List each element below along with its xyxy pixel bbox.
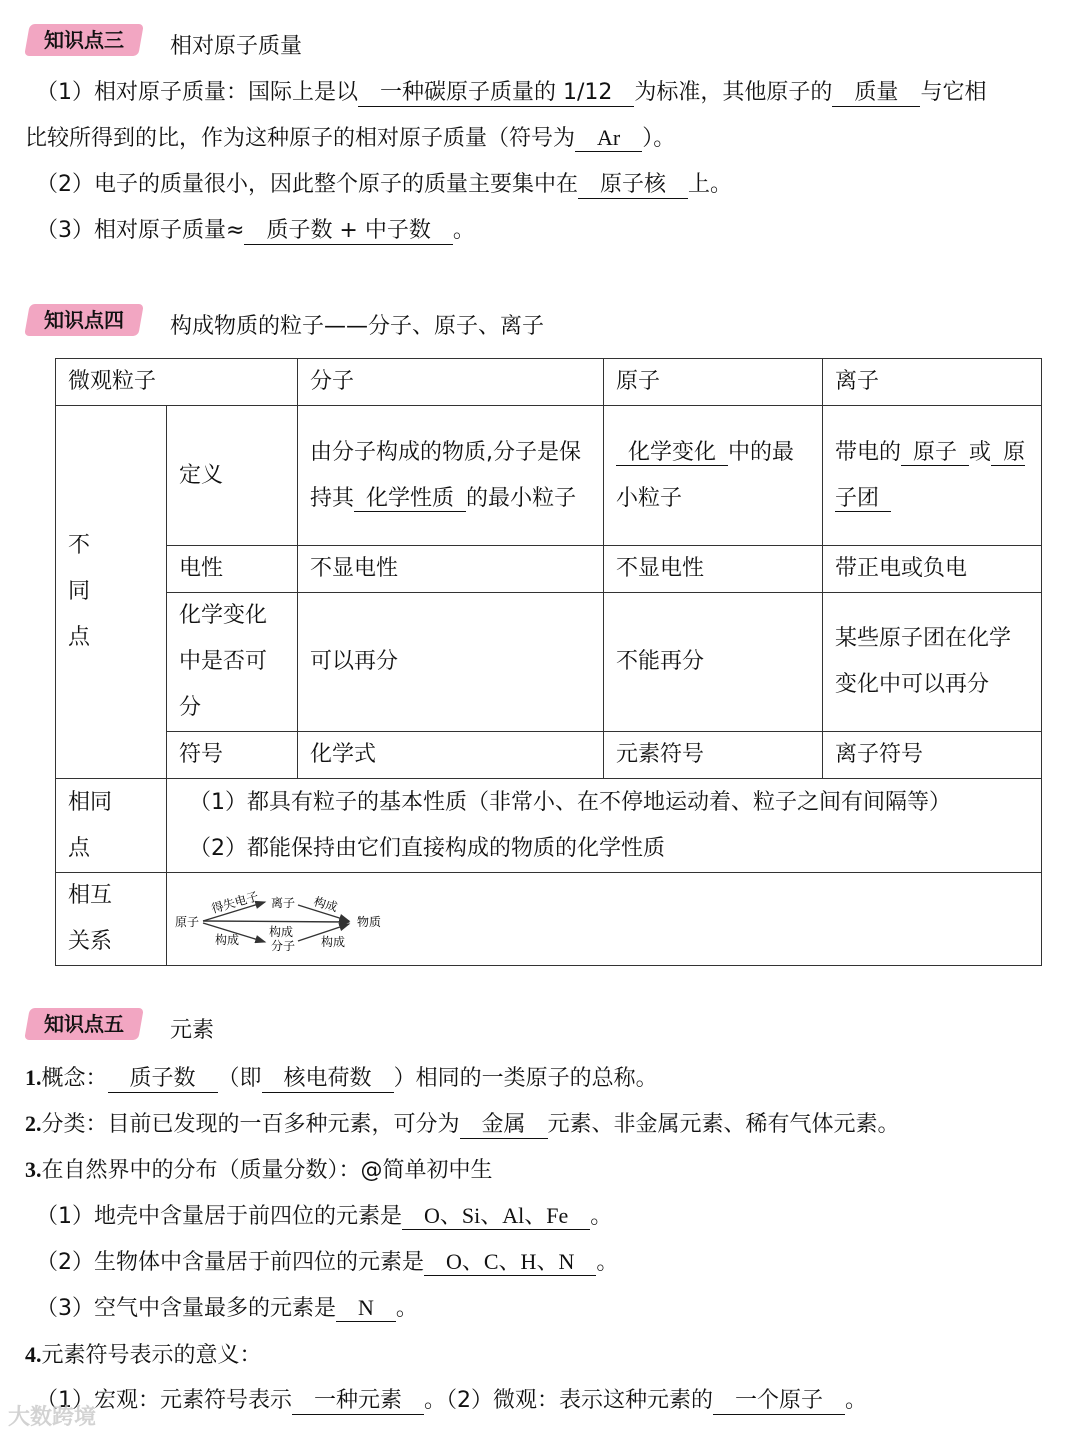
text: 元素符号 — [616, 742, 705, 767]
text: 比较所得到的比，作为这种原子的相对原子质量（符号为 — [25, 126, 576, 151]
relation-label: 相互关系 — [56, 873, 167, 966]
text-line — [36, 216, 475, 246]
text: 。（2）微观：表示这种元素的 — [424, 1388, 714, 1413]
text-line — [36, 1202, 612, 1232]
row-label: 符号 — [167, 732, 298, 779]
text: 中的 — [728, 439, 773, 465]
table-cell — [298, 546, 604, 593]
section-title: 元素 — [170, 1018, 215, 1043]
text: 带电的 — [835, 439, 902, 465]
diagram-ion: 离子 — [271, 896, 296, 910]
text: 化学式 — [310, 742, 377, 767]
answer-blank: O、Si、Al、Fe — [402, 1203, 590, 1230]
text: 元素符号表示的意义： — [41, 1343, 262, 1368]
text-line — [36, 1294, 418, 1324]
table-cell — [604, 406, 823, 546]
answer-blank: 原子 — [901, 440, 969, 466]
text: （1）相对原子质量：国际上是以 — [36, 80, 358, 105]
table-row — [56, 732, 1042, 779]
badge-label: 知识点三 — [44, 28, 124, 52]
text: （即 — [217, 1066, 262, 1091]
text: 上。 — [688, 172, 733, 197]
text: 。 — [596, 1250, 619, 1275]
header-cell: 离子 — [823, 359, 1042, 406]
particle-relation-diagram — [173, 879, 393, 959]
text: 不显电性 — [310, 556, 399, 581]
text-line — [36, 1248, 618, 1278]
badge-label: 知识点五 — [44, 1012, 124, 1036]
text: 为标准，其他原子的 — [634, 80, 833, 105]
diagram-compose: 构成 — [215, 933, 240, 947]
item-number: 3. — [25, 1157, 42, 1182]
table-cell — [823, 593, 1042, 732]
text: 分类：目前已发现的一百多种元素，可分为 — [41, 1112, 460, 1137]
arrow — [203, 921, 349, 922]
diagram-matter: 物质 — [357, 915, 382, 929]
table-row — [56, 546, 1042, 593]
text: （2）生物体中含量居于前四位的元素是 — [36, 1250, 424, 1275]
text: （1）地壳中含量居于前四位的元素是 — [36, 1204, 402, 1229]
header-cell: 分子 — [298, 359, 604, 406]
table-cell — [604, 593, 823, 732]
table-cell — [604, 546, 823, 593]
text: 元素、非金属元素、稀有气体元素。 — [547, 1112, 900, 1137]
item-number: 2. — [25, 1111, 42, 1136]
text: （2）电子的质量很小，因此整个原子的质量主要集中在 — [36, 172, 578, 197]
answer-blank: O、C、H、N — [424, 1249, 596, 1276]
same-item: （2）都能保持由它们直接构成的物质的化学性质 — [189, 835, 665, 861]
text-line — [36, 170, 732, 200]
text-line — [25, 124, 675, 154]
text: ）。 — [642, 126, 676, 151]
table-row — [56, 873, 1042, 966]
row-label: 化学变化中是否可分 — [167, 593, 298, 732]
answer-blank: N — [336, 1295, 396, 1322]
answer-blank: Ar — [575, 125, 642, 152]
row-label: 电性 — [167, 546, 298, 593]
table-cell — [823, 546, 1042, 593]
diagram-compose: 构成 — [312, 894, 340, 915]
table-row — [56, 359, 1042, 406]
table-cell — [604, 732, 823, 779]
table-cell — [298, 593, 604, 732]
answer-blank: 核电荷数 — [262, 1066, 394, 1093]
answer-blank: 一个原子 — [713, 1388, 845, 1415]
section-title: 构成物质的粒子——分子、原子、离子 — [170, 314, 545, 339]
text: （3）相对原子质量≈ — [36, 218, 245, 243]
text: 或 — [969, 439, 992, 465]
text: （3）空气中含量最多的元素是 — [36, 1296, 336, 1321]
answer-blank: 化学变化 — [616, 440, 728, 466]
table-cell — [823, 406, 1042, 546]
text: 。 — [452, 218, 475, 243]
text-line — [36, 78, 986, 108]
item-number: 4. — [25, 1342, 42, 1367]
text: 保持其 — [310, 439, 582, 511]
table-cell — [298, 406, 604, 546]
text: ）相同的一类原子的总称。 — [393, 1066, 658, 1091]
section-title: 相对原子质量 — [170, 34, 303, 59]
section-badge — [24, 1008, 144, 1040]
answer-blank: 化学性质 — [354, 486, 466, 512]
text: 可以再分 — [310, 649, 399, 674]
text: 带正电或负电 — [835, 556, 968, 581]
text-line — [25, 1155, 493, 1186]
answer-blank: 质子数 — [108, 1066, 218, 1093]
text: 的最 — [466, 485, 511, 511]
section-badge — [24, 24, 144, 56]
table-cell — [823, 732, 1042, 779]
text: 离子符号 — [835, 742, 924, 767]
same-item: （1）都具有粒子的基本性质（非常小、在不停地运动着、粒子之间有间隔等） — [189, 789, 951, 815]
answer-blank: 原子核 — [578, 172, 688, 199]
diagram-compose: 构成 — [269, 925, 294, 939]
text: 。 — [845, 1388, 868, 1413]
text: 。 — [590, 1204, 613, 1229]
answer-blank: 质量 — [832, 80, 920, 107]
diagram-gain-lose: 得失电子 — [209, 889, 260, 916]
answer-blank: 原子团 — [835, 439, 1026, 511]
text-line — [25, 1340, 262, 1371]
table-row — [56, 593, 1042, 732]
row-label: 定义 — [167, 406, 298, 546]
text: （1）宏观：元素符号表示 — [36, 1388, 292, 1413]
text-line — [25, 1109, 900, 1140]
answer-blank: 质子数 + 中子数 — [244, 218, 452, 245]
text: 概念： — [41, 1066, 108, 1091]
text: 。 — [395, 1296, 418, 1321]
text-line — [25, 1063, 658, 1094]
answer-blank: 金属 — [460, 1112, 548, 1139]
diagram-molecule: 分子 — [271, 939, 296, 953]
answer-blank: 一种元素 — [292, 1388, 424, 1415]
header-cell: 微观粒子 — [56, 359, 298, 406]
text: 小粒子 — [510, 485, 577, 511]
diff-label: 不同点 — [56, 406, 167, 779]
table-cell — [298, 732, 604, 779]
table-row — [56, 779, 1042, 873]
text: 由分子构成的物质,分子是 — [310, 439, 560, 465]
section-badge — [24, 304, 144, 336]
text: 某些原子团在化学变化中可以再分 — [835, 626, 1012, 697]
diagram-atom: 原子 — [175, 915, 200, 929]
text: 不能再分 — [616, 649, 705, 674]
text: 不显电性 — [616, 556, 705, 581]
watermark: 大数跨境 — [8, 1405, 97, 1430]
text-line — [36, 1386, 867, 1416]
text: 与它相 — [920, 80, 987, 105]
particle-comparison-table — [55, 358, 1042, 966]
text: 在自然界中的分布（质量分数）：@简单初中生 — [41, 1158, 493, 1183]
header-cell: 原子 — [604, 359, 823, 406]
diagram-compose: 构成 — [321, 935, 346, 949]
answer-blank: 一种碳原子质量的 1/12 — [358, 80, 634, 107]
item-number: 1. — [25, 1065, 42, 1090]
same-label: 相同点 — [56, 779, 167, 873]
table-row — [56, 406, 1042, 546]
badge-label: 知识点四 — [44, 308, 124, 332]
text: 最小粒子 — [616, 439, 795, 511]
